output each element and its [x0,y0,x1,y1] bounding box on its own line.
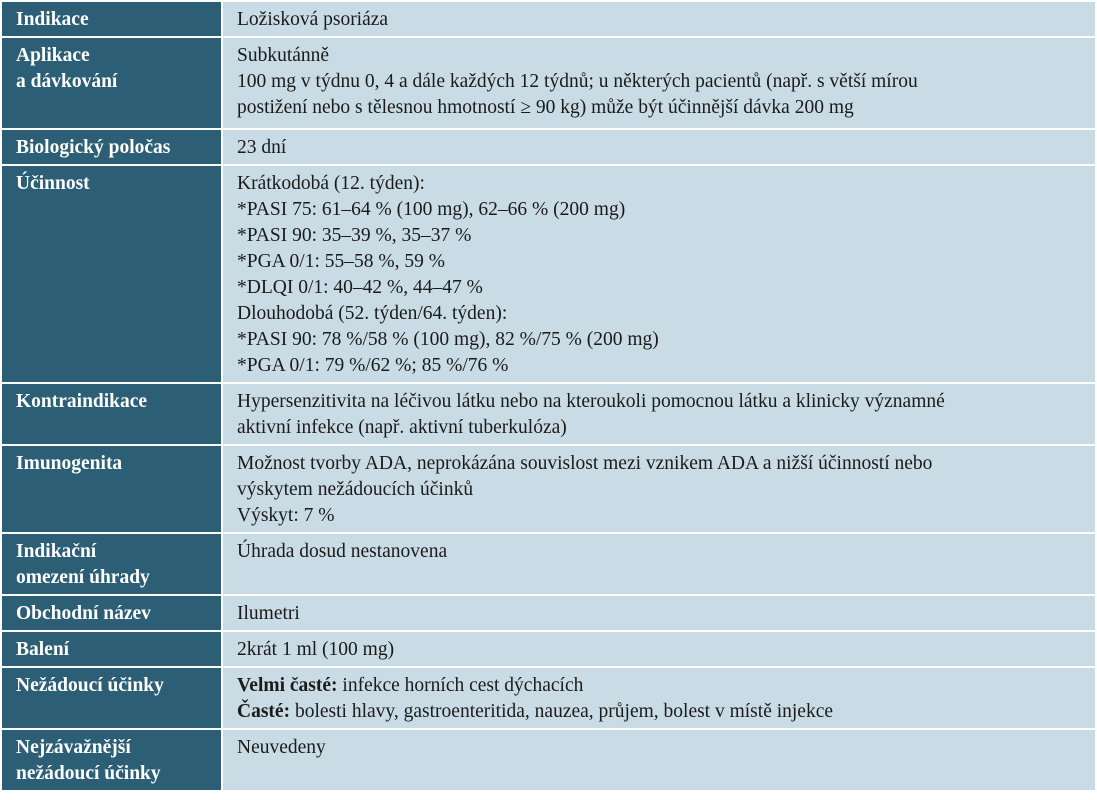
row-value-line: *PASI 75: 61–64 % (100 mg), 62–66 % (200 mg) [237,199,626,220]
row-label-line: Obchodní název [16,603,151,624]
row-value [222,729,1096,791]
row-label-line: Imunogenita [16,453,123,474]
row-value-line: *PASI 90: 78 %/58 % (100 mg), 82 %/75 % (200 mg) [237,329,659,350]
row-label [1,631,222,667]
row-label-line: Balení [16,639,70,660]
row-value [222,165,1096,383]
row-label [1,445,222,533]
row-value-line: aktivní infekce (např. aktivní tuberkulóza) [237,417,567,438]
row-value-line: Subkutánně [237,45,330,66]
row-value-line: výskytem nežádoucích účinků [237,479,474,500]
row-value [222,383,1096,445]
row-value-line: Neuvedeny [237,737,326,758]
row-value-line: 2krát 1 ml (100 mg) [237,639,395,660]
row-label-line: Biologický poločas [16,137,171,158]
row-label-line: Nejzávažnější [16,737,131,758]
row-value [222,595,1096,631]
frequency-label: Časté: [237,701,291,722]
row-value-line: Úhrada dosud nestanovena [237,541,448,562]
table-row [1,383,1096,445]
row-label [1,37,222,129]
row-label [1,165,222,383]
row-value-line: Výskyt: 7 % [237,505,335,526]
table-row [1,667,1096,729]
row-label [1,595,222,631]
row-label [1,129,222,165]
table-row [1,595,1096,631]
row-label [1,729,222,791]
row-value-line: 23 dní [237,137,287,158]
row-label [1,383,222,445]
row-value [222,533,1096,595]
row-value-line: 100 mg v týdnu 0, 4 a dále každých 12 týdnů; u některých pacientů (např. s větší mírou [237,71,918,92]
row-value-line: *DLQI 0/1: 40–42 %, 44–47 % [237,277,483,298]
row-label-line: Kontraindikace [16,391,148,412]
row-value [222,631,1096,667]
frequency-text: infekce horních cest dýchacích [337,675,584,696]
row-value-line [237,673,1085,699]
row-label-line: a dávkování [16,71,118,92]
frequency-text: bolesti hlavy, gastroenteritida, nauzea, průjem, bolest v místě injekce [290,701,834,722]
row-label-line: Nežádoucí účinky [16,675,164,696]
table-row [1,1,1096,37]
row-label [1,533,222,595]
row-value-line: *PGA 0/1: 79 %/62 %; 85 %/76 % [237,355,509,376]
row-value [222,37,1096,129]
row-value [222,667,1096,729]
row-label-line: nežádoucí účinky [16,763,161,784]
table-row [1,129,1096,165]
row-value-line: *PASI 90: 35–39 %, 35–37 % [237,225,472,246]
row-label-line: Aplikace [16,45,90,66]
frequency-label: Velmi časté: [237,675,338,696]
row-value-line: Ilumetri [237,603,300,624]
row-label-line: omezení úhrady [16,567,150,588]
table-body [1,1,1096,791]
row-value-line: Dlouhodobá (52. týden/64. týden): [237,303,508,324]
row-label [1,667,222,729]
row-value [222,129,1096,165]
row-value-line: Hypersenzitivita na léčivou látku nebo na kteroukoli pomocnou látku a klinicky významné [237,391,945,412]
table-row [1,165,1096,383]
row-value-line: *PGA 0/1: 55–58 %, 59 % [237,251,446,272]
row-label [1,1,222,37]
table-row [1,729,1096,791]
row-label-line: Účinnost [16,173,90,194]
row-value [222,1,1096,37]
table-row [1,37,1096,129]
row-label-line: Indikace [16,9,89,30]
row-value-line [237,699,1085,725]
table-row [1,631,1096,667]
row-value-line: postižení nebo s tělesnou hmotností ≥ 90 kg) může být účinnější dávka 200 mg [237,97,854,118]
row-value-line: Ložisková psoriáza [237,9,389,30]
table-row [1,533,1096,595]
row-label-line: Indikační [16,541,97,562]
row-value [222,445,1096,533]
table-row [1,445,1096,533]
row-value-line: Možnost tvorby ADA, neprokázána souvislost mezi vznikem ADA a nižší účinností nebo [237,453,933,474]
row-value-line: Krátkodobá (12. týden): [237,173,425,194]
